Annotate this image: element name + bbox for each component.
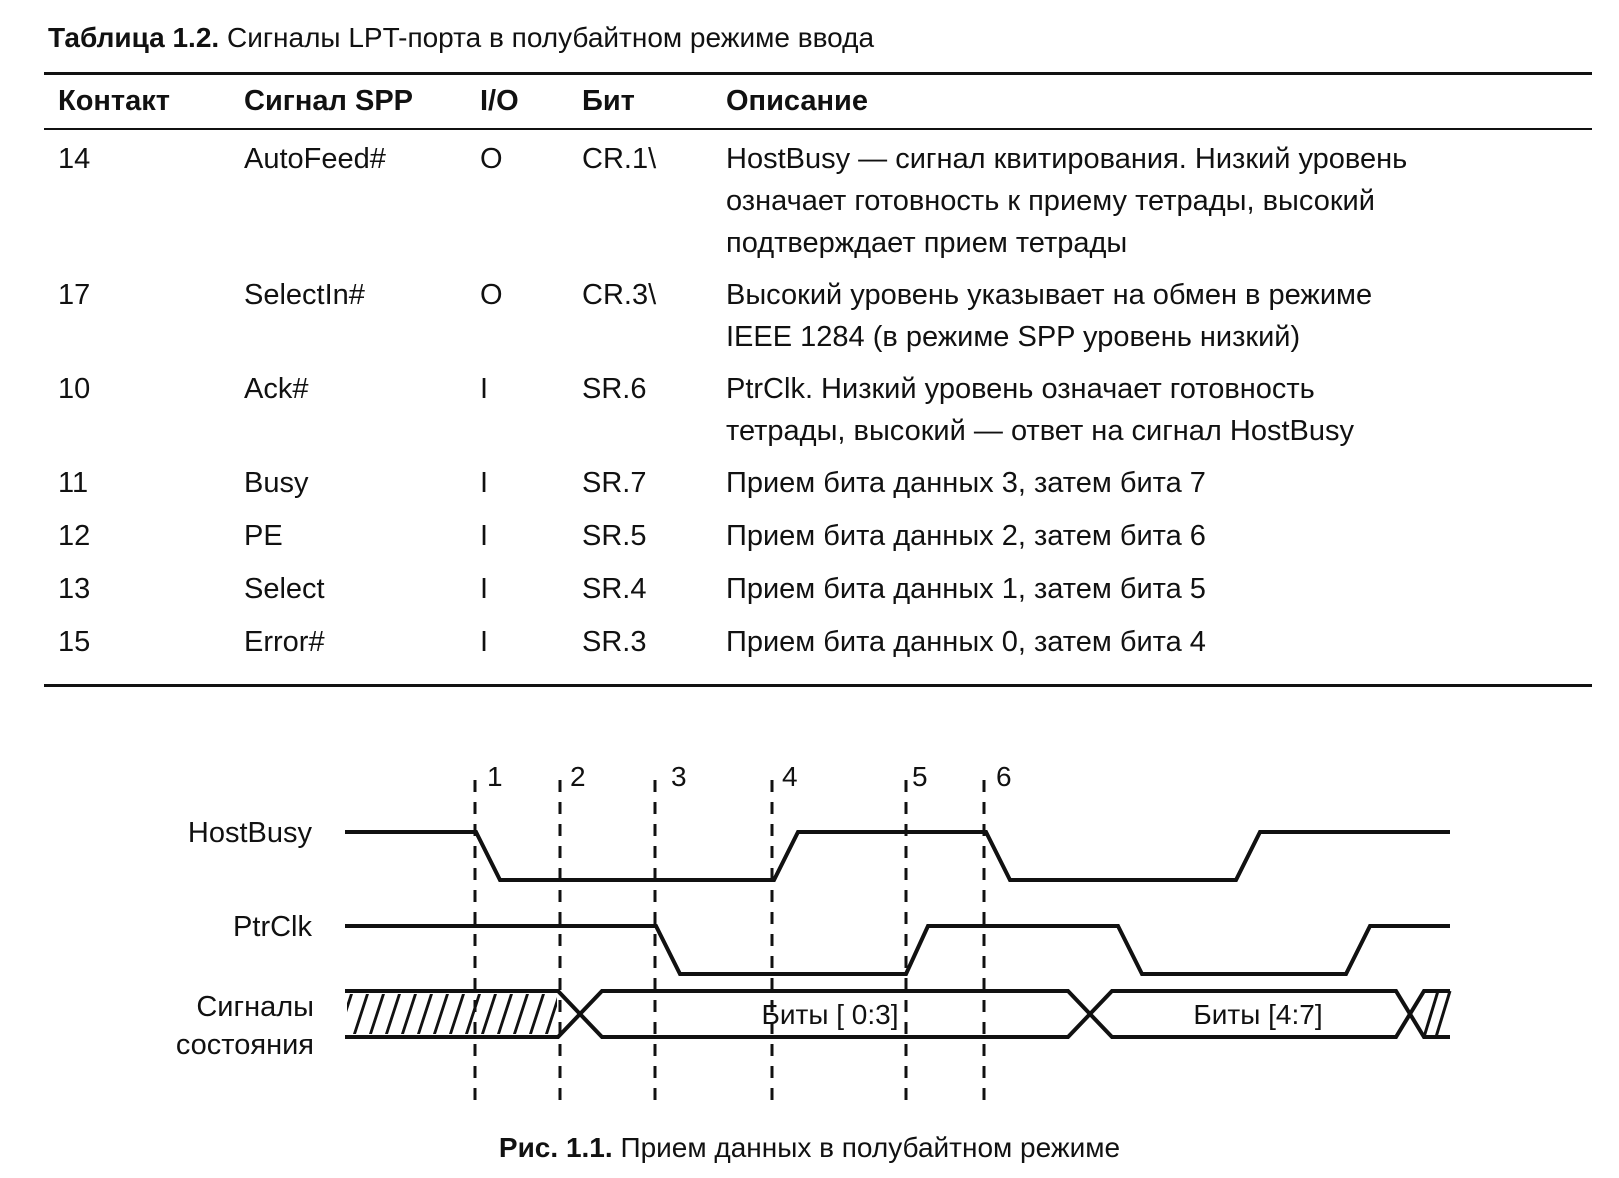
cell-io: I	[480, 626, 489, 658]
table-caption	[48, 18, 874, 58]
cell-contact: 10	[58, 373, 91, 405]
cell-signal: SelectIn#	[244, 279, 365, 311]
bus-hatch-tail-a	[1424, 991, 1438, 1037]
cell-description-line: Прием бита данных 3, затем бита 7	[726, 467, 1206, 499]
cell-bit: SR.6	[582, 373, 647, 405]
cell-signal: AutoFeed#	[244, 143, 386, 175]
cell-description-line: подтверждает прием тетрады	[726, 227, 1128, 259]
cell-contact: 17	[58, 279, 91, 311]
bus-hatch-tail-b	[1436, 991, 1450, 1037]
figure-caption-text: Прием данных в полубайтном режиме	[620, 1132, 1121, 1163]
marker-label-3: 3	[671, 761, 687, 792]
cell-io: I	[480, 520, 489, 552]
cell-signal: Busy	[244, 467, 309, 499]
cell-signal: Error#	[244, 626, 325, 658]
ptrclk-waveform	[345, 926, 1450, 974]
table-header-rule	[44, 128, 1592, 130]
cell-description-line: Прием бита данных 2, затем бита 6	[726, 520, 1206, 552]
header-contact: Контакт	[58, 85, 170, 117]
signal-label-status-line1: Сигналы	[196, 991, 314, 1023]
header-description: Описание	[726, 85, 868, 117]
table-top-rule	[44, 72, 1592, 75]
header-bit: Бит	[582, 85, 635, 117]
cell-description-line: IEEE 1284 (в режиме SPP уровень низкий)	[726, 321, 1301, 353]
signal-label-ptrclk: PtrClk	[233, 911, 312, 943]
cell-description-line: Прием бита данных 0, затем бита 4	[726, 626, 1206, 658]
bus-label-bits-0-3: Биты [ 0:3]	[761, 999, 899, 1030]
header-io: I/O	[480, 85, 519, 117]
cell-bit: SR.4	[582, 573, 647, 605]
cell-bit: SR.5	[582, 520, 647, 552]
cell-description-line: HostBusy — сигнал квитирования. Низкий уровень	[726, 143, 1408, 175]
table-caption-label: Таблица 1.2.	[48, 22, 220, 53]
cell-description-line: Высокий уровень указывает на обмен в режиме	[726, 279, 1373, 311]
cell-contact: 11	[58, 467, 89, 499]
cell-description-line: PtrClk. Низкий уровень означает готовность	[726, 373, 1315, 405]
marker-label-1: 1	[487, 761, 503, 792]
cell-signal: Ack#	[244, 373, 309, 405]
table-bottom-rule	[44, 684, 1592, 687]
cell-io: O	[480, 279, 503, 311]
timing-diagram	[0, 740, 1619, 1110]
marker-label-2: 2	[570, 761, 586, 792]
header-signal: Сигнал SPP	[244, 85, 414, 117]
cell-io: O	[480, 143, 503, 175]
cell-bit: CR.1\	[582, 143, 657, 175]
cell-contact: 12	[58, 520, 91, 552]
cell-io: I	[480, 373, 489, 405]
cell-description-line: тетрады, высокий — ответ на сигнал HostBusy	[726, 415, 1355, 447]
hostbusy-waveform	[345, 832, 1450, 880]
cell-description-line: означает готовность к приему тетрады, высокий	[726, 185, 1375, 217]
status-bus	[345, 991, 1450, 1037]
cell-description-line: Прием бита данных 1, затем бита 5	[726, 573, 1206, 605]
cell-contact: 15	[58, 626, 91, 658]
bus-undefined-region	[347, 994, 557, 1034]
cell-signal: PE	[244, 520, 283, 552]
figure-caption	[0, 1128, 1619, 1168]
cell-bit: SR.7	[582, 467, 647, 499]
cell-bit: SR.3	[582, 626, 647, 658]
marker-label-4: 4	[782, 761, 798, 792]
cell-io: I	[480, 573, 489, 605]
cell-signal: Select	[244, 573, 325, 605]
table-caption-text: Сигналы LPT-порта в полубайтном режиме ввода	[226, 22, 875, 53]
figure-caption-label: Рис. 1.1.	[498, 1132, 613, 1163]
cell-contact: 13	[58, 573, 91, 605]
marker-label-6: 6	[996, 761, 1012, 792]
cell-bit: CR.3\	[582, 279, 657, 311]
marker-label-5: 5	[912, 761, 928, 792]
bus-label-bits-4-7: Биты [4:7]	[1193, 999, 1323, 1030]
time-marker-lines	[475, 780, 984, 1110]
signal-label-hostbusy: HostBusy	[187, 817, 312, 849]
cell-io: I	[480, 467, 489, 499]
cell-contact: 14	[58, 143, 91, 175]
signal-label-status-line2: состояния	[175, 1029, 314, 1061]
